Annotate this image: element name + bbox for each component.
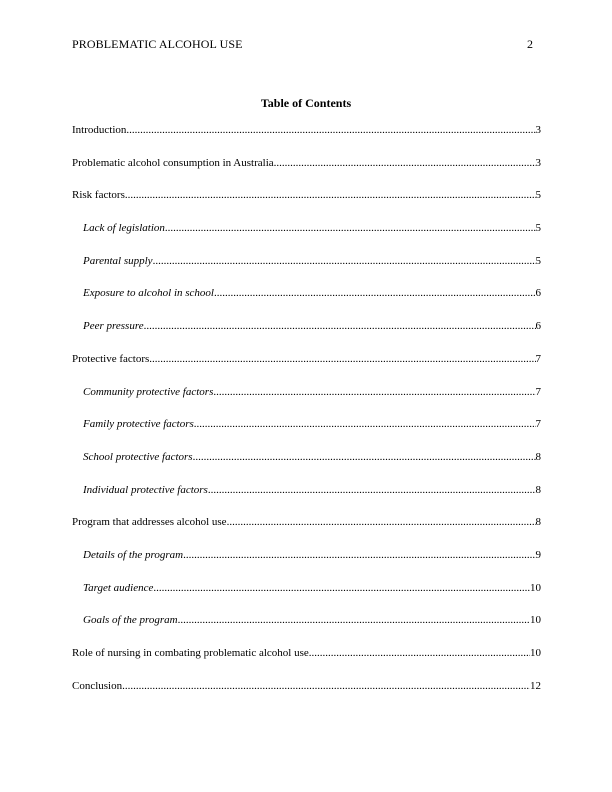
toc-entry-title: Lack of legislation — [83, 222, 165, 235]
toc-entry-title: Peer pressure — [83, 320, 144, 333]
toc-entry-page: 7 — [535, 352, 541, 365]
toc-dot-leader — [274, 157, 536, 170]
toc-entry-page: 5 — [535, 254, 541, 267]
toc-entry[interactable] — [72, 451, 541, 484]
toc-entry-title: Introduction — [72, 124, 127, 136]
toc-entry[interactable] — [72, 386, 541, 419]
toc-entry-page: 5 — [535, 189, 541, 202]
toc-entry[interactable] — [72, 189, 541, 222]
toc-entry-page: 7 — [535, 418, 541, 431]
toc-entry-title: Goals of the program — [83, 614, 178, 627]
toc-entry[interactable] — [72, 320, 541, 353]
toc-entry[interactable] — [72, 353, 541, 386]
toc-dot-leader — [208, 484, 536, 497]
toc-entry-title: Community protective factors — [83, 385, 214, 398]
toc-entry[interactable] — [72, 582, 541, 615]
toc-entry-title: Program that addresses alcohol use — [72, 516, 227, 529]
toc-entry-title: Protective factors — [72, 352, 150, 365]
toc-dot-leader — [165, 222, 536, 235]
toc-entry-page: 12 — [530, 679, 541, 692]
toc-entry[interactable] — [72, 418, 541, 451]
toc-entry[interactable] — [72, 157, 541, 190]
toc-entry[interactable] — [72, 614, 541, 647]
toc-entry[interactable] — [72, 222, 541, 255]
toc-dot-leader — [213, 386, 535, 399]
running-head: PROBLEMATIC ALCOHOL USE — [72, 37, 243, 51]
toc-entry-page: 8 — [535, 516, 541, 529]
page-number: 2 — [527, 37, 533, 51]
toc-entry-title: Problematic alcohol consumption in Australia — [72, 156, 274, 169]
toc-entry-page: 10 — [530, 647, 541, 659]
toc-entry[interactable] — [72, 484, 541, 517]
toc-dot-leader — [149, 353, 535, 366]
toc-entry-page: 9 — [535, 548, 541, 561]
toc-dot-leader — [144, 320, 536, 333]
toc-entry[interactable] — [72, 124, 541, 157]
toc-dot-leader — [178, 614, 530, 627]
toc-entry-page: 8 — [535, 450, 541, 463]
toc-entry[interactable] — [72, 549, 541, 582]
toc-dot-leader — [153, 582, 530, 595]
toc-entry[interactable] — [72, 287, 541, 320]
toc-entry[interactable] — [72, 647, 541, 680]
toc-entry-page: 10 — [530, 581, 541, 594]
toc-entry-title: Risk factors — [72, 189, 125, 202]
toc-entry-page: 10 — [530, 614, 541, 627]
toc-dot-leader — [214, 287, 536, 300]
toc-entry-page: 8 — [535, 483, 541, 496]
toc-dot-leader — [227, 516, 536, 529]
toc-entry-title: Details of the program — [83, 548, 184, 561]
toc-entry-page: 6 — [535, 320, 541, 333]
toc-entry[interactable] — [72, 680, 541, 713]
toc-entry-page: 3 — [535, 124, 541, 136]
toc-dot-leader — [183, 549, 535, 562]
toc-entry-page: 6 — [535, 287, 541, 300]
toc-entry-title: Exposure to alcohol in school — [83, 287, 214, 300]
toc-dot-leader — [122, 680, 530, 693]
toc-entry[interactable] — [72, 255, 541, 288]
toc-entry-title: Parental supply — [83, 254, 153, 267]
toc-dot-leader — [194, 418, 536, 431]
toc-entry-page: 3 — [535, 156, 541, 169]
table-of-contents — [72, 124, 541, 712]
toc-title: Table of Contents — [260, 96, 352, 110]
toc-entry-page: 5 — [535, 222, 541, 235]
toc-entry-page: 7 — [535, 385, 541, 398]
toc-dot-leader — [153, 255, 536, 268]
toc-entry-title: Conclusion — [72, 679, 123, 692]
toc-entry-title: School protective factors — [83, 450, 193, 463]
toc-entry-title: Family protective factors — [83, 418, 194, 431]
toc-dot-leader — [126, 124, 535, 137]
toc-entry[interactable] — [72, 516, 541, 549]
toc-dot-leader — [309, 647, 530, 660]
toc-dot-leader — [193, 451, 536, 464]
toc-entry-title: Individual protective factors — [83, 483, 208, 496]
toc-entry-title: Role of nursing in combating problematic alcohol use — [72, 647, 309, 659]
toc-dot-leader — [125, 189, 536, 202]
toc-entry-title: Target audience — [83, 581, 154, 594]
